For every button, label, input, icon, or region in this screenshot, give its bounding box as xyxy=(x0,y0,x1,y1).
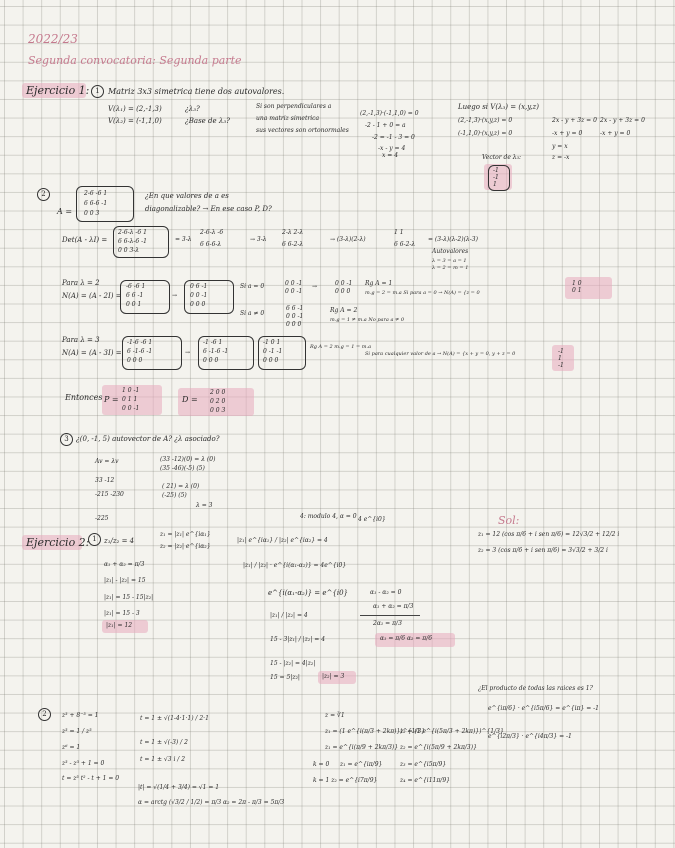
ej2-zr: z = ∛1 xyxy=(325,712,345,719)
entonces-label: Entonces xyxy=(65,393,103,402)
P-row0: 1 0 -1 xyxy=(122,387,140,394)
ej2-ratio: |z₁| e^{iα₁} / |z₂| e^{iα₂} = 4 xyxy=(237,537,328,544)
D-row0: 2 0 0 xyxy=(210,389,226,396)
sol1: z₁ = 12 (cos π/6 + i sen π/6) = 12√3/2 + 12/2 i xyxy=(478,531,620,538)
ej1-p2q2: diagonalizable? → En ese caso P, D? xyxy=(145,205,272,213)
ej1-sys4: -x - y = 4 xyxy=(378,145,406,152)
D-label: D = xyxy=(182,395,198,404)
ej1-l2: (2,-1,3)·(x,y,z) = 0 xyxy=(458,117,513,124)
para3-label: Para λ = 3 xyxy=(62,336,100,344)
ej1-sys3: -2 = -1 - 3 = 0 xyxy=(372,134,415,141)
mat-a-row2: 0 0 3 xyxy=(84,210,100,217)
ej1-r4: z = -x xyxy=(552,154,570,161)
ej1-part3-number: 3 xyxy=(60,433,73,446)
mat-a-row0: 2-6 -6 1 xyxy=(84,190,108,197)
ej2-e3: α₁ + α₂ = π/3 xyxy=(373,603,414,610)
det-label: Det(A - λI) = xyxy=(62,236,108,244)
ej1-note2: una matriz simetrica xyxy=(256,115,320,122)
ej2-e5: α₁ = π/6 α₂ = π/6 xyxy=(380,635,433,642)
eq2: -215 -230 xyxy=(95,491,124,498)
ej2-mod: 4: modulo 4, α = 0 xyxy=(300,513,357,520)
ej2-s4: |z₁| = 15 - 3 xyxy=(104,610,140,617)
ej1-r2: -x + y = 0 xyxy=(552,130,583,137)
ej2-k: k = 0 xyxy=(313,761,330,768)
ej2-s2: |z₁| - |z₂| = 15 xyxy=(104,577,146,584)
eq3: -225 xyxy=(95,515,109,522)
ej1-label: Ejercicio 1: xyxy=(26,84,90,97)
ej2-s5: |z₁| = 12 xyxy=(106,622,133,629)
ej1-vec-label: Vector de λ₃: xyxy=(482,154,522,161)
page-subtitle: Segunda convocatoria: Segunda parte xyxy=(28,54,242,67)
ej1-r5: 2x - y + 3z = 0 xyxy=(600,117,645,124)
ej2-e2: α₁ - α₂ = 0 xyxy=(370,589,402,596)
ej1-sys5: x = 4 xyxy=(382,152,399,159)
ej2-part1-number: 1 xyxy=(88,533,101,546)
D-row2: 0 0 3 xyxy=(210,407,226,414)
ej1-r6: -x + y = 0 xyxy=(600,130,631,137)
ej2-frac: z₁/z₂ = 4 xyxy=(104,537,135,545)
ej1-v1: V(λ₁) = (2,-1,3) xyxy=(108,105,162,113)
ej2-label: Ejercicio 2: xyxy=(26,536,90,549)
ej1-q1: ¿λ₃? xyxy=(185,105,200,113)
ej1-l3: (-1,1,0)·(x,y,z) = 0 xyxy=(458,130,513,137)
nl3-label: N(A) = (A - 3I) = xyxy=(62,349,122,357)
D-row1: 0 2 0 xyxy=(210,398,226,405)
ej1-p1-title: Matriz 3x3 simetrica tiene dos autovalores. xyxy=(108,87,285,96)
ej2-q: ¿El producto de todas las raices es 1? xyxy=(478,685,593,692)
year-heading: 2022/23 xyxy=(28,32,78,46)
ej1-part1-number: 1 xyxy=(91,85,104,98)
ej1-q2: ¿Base de λ₃? xyxy=(185,117,230,125)
ej2-part2-number: 2 xyxy=(38,708,51,721)
ej2-z2: |z₂| = 3 xyxy=(322,673,345,680)
ej1-luego: Luego si V(λ₃) = (x,y,z) xyxy=(458,103,539,111)
ej1-vec-0: -1 xyxy=(493,167,499,174)
para2-label: Para λ = 2 xyxy=(62,279,100,287)
det-result: = (3-λ)(λ-2)(λ-3) xyxy=(428,236,478,243)
ej2-q3: e^{i2π/3} · e^{i4π/3} = -1 xyxy=(488,733,572,740)
ej1-sys1: (2,-1,3)·(-1,1,0) = 0 xyxy=(360,110,419,117)
P-row2: 0 0 -1 xyxy=(122,405,140,412)
eq1: 33 -12 xyxy=(95,477,115,484)
ej2-x3: z⁶ = 1 xyxy=(62,744,81,751)
ej2-m1: z₁ = |z₁| e^{iα₁} xyxy=(160,531,211,538)
ej2-s3: |z₁| = 15 - 15|z₂| xyxy=(104,594,154,601)
nl2-label: N(A) = (A - 2I) = xyxy=(62,292,122,300)
autov-label: Autovalores xyxy=(432,248,469,255)
ej2-mod2: 4 e^{i0} xyxy=(358,516,386,523)
ej1-p2q1: ¿En que valores de a es xyxy=(145,192,229,200)
sol2: z₂ = 3 (cos π/6 + i sen π/6) = 3√3/2 + 3/2 i xyxy=(478,547,608,554)
ej1-p3: ¿(0, -1, 5) autovector de A? ¿λ asociado? xyxy=(76,435,220,443)
sol-label: Sol: xyxy=(498,514,520,527)
ej1-part2-number: 2 xyxy=(37,188,50,201)
ej2-x2: z³ = 1 / z³ xyxy=(62,728,92,735)
ej1-vec-bracket xyxy=(488,165,510,191)
rg1-label: Rg A = 1 xyxy=(365,280,393,287)
ej1-note3: sus vectores son ortonormales xyxy=(256,127,349,134)
ej2-e4: 2α₁ = π/3 xyxy=(373,620,402,627)
si2-label: Si a ≠ 0 xyxy=(240,310,265,317)
p3-answer: λ = 3 xyxy=(196,502,213,509)
ej1-r3: y = x xyxy=(552,143,568,150)
P-label: P = xyxy=(104,395,119,404)
ej2-e1: e^{i(α₁-α₂)} = e^{i0} xyxy=(268,589,348,597)
ej1-v2: V(λ₂) = (-1,1,0) xyxy=(108,117,162,125)
ej2-s1: α₁ + α₂ = π/3 xyxy=(104,561,145,568)
autov2: λ = 2 = m = 1 xyxy=(432,265,469,271)
rg2-label: Rg A = 2 xyxy=(330,307,358,314)
ej1-r1: 2x - y + 3z = 0 xyxy=(552,117,597,124)
autov1: λ = 3 = a = 1 xyxy=(432,258,467,264)
ej1-vec-2: 1 xyxy=(493,181,497,188)
ej1-note1: Si son perpendiculares a xyxy=(256,103,332,110)
si1-label: Si a = 0 xyxy=(240,283,265,290)
mat-a-row1: 6 6-6 -1 xyxy=(84,200,108,207)
P-row1: 0 1 1 xyxy=(122,396,138,403)
ej1-vec-1: -1 xyxy=(493,174,499,181)
ej2-x1: z³ + 8⁻³ = 1 xyxy=(62,712,99,719)
ej1-sys2: -2 - 1 + 0 = a xyxy=(365,122,406,129)
ej2-m2: z₂ = |z₂| e^{iα₂} xyxy=(160,543,211,550)
